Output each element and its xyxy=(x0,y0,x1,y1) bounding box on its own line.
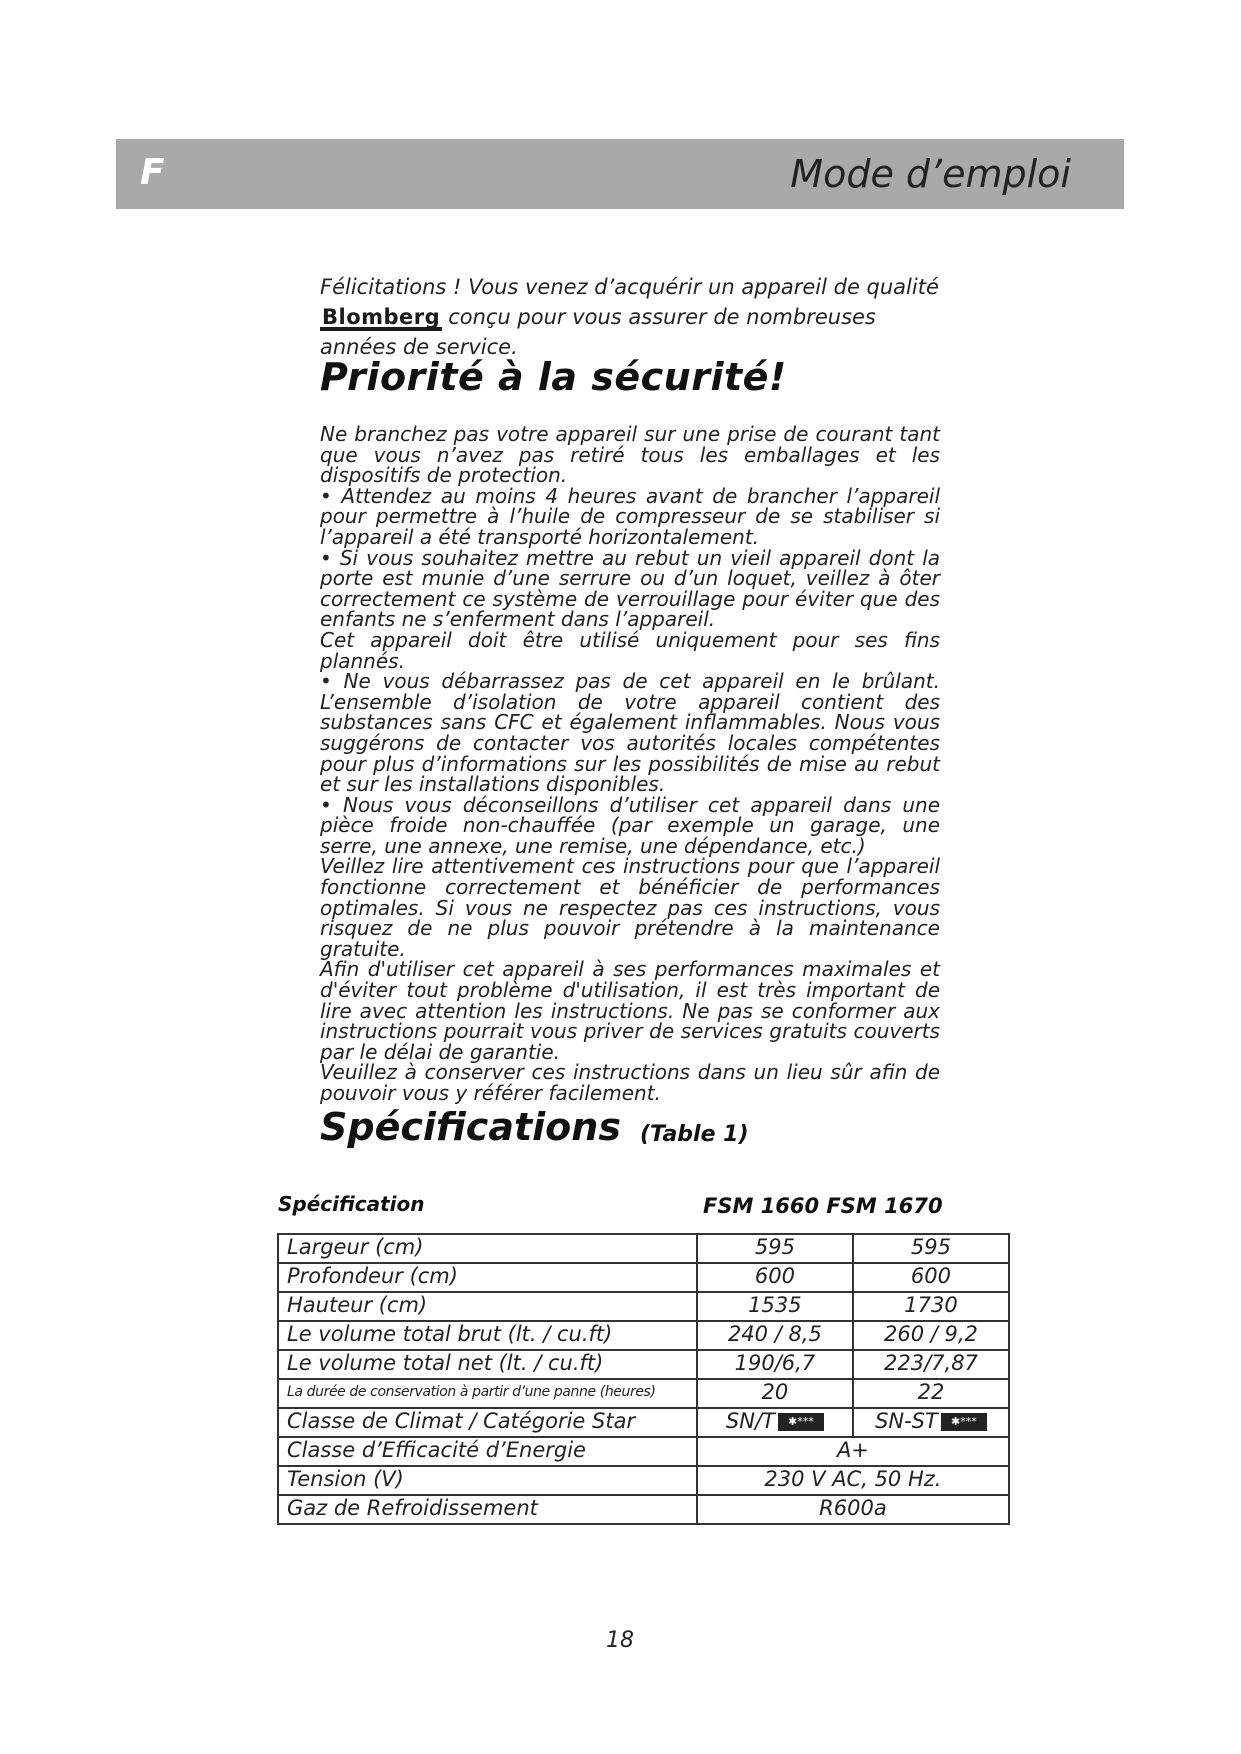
table-row xyxy=(278,1379,1009,1408)
safety-paragraph: Veillez lire attentivement ces instructions pour que l’appareil fonctionne correctement et bénéficier de performances optimales. Si vous ne respectez pas ces instructions, vous risquez de ne plus pouvoir prétendre à la maintenance gratuite. xyxy=(320,854,940,961)
safety-heading: Priorité à la sécurité! xyxy=(320,355,787,399)
value-both-models: 230 V AC, 50 Hz. xyxy=(697,1466,1009,1495)
value-both-models: A+ xyxy=(697,1437,1009,1466)
value-fsm1660: 595 xyxy=(697,1234,853,1263)
safety-paragraph: • Nous vous déconseillons d’utiliser cet appareil dans une pièce froide non-chauffée (par exemple un garage, une serre, une annexe, une remise, une dépendance, etc.) xyxy=(320,792,940,858)
table-row xyxy=(278,1321,1009,1350)
table-row xyxy=(278,1437,1009,1466)
row-label: Largeur (cm) xyxy=(278,1234,697,1263)
section-letter: F xyxy=(140,152,165,193)
table-row xyxy=(278,1350,1009,1379)
value-fsm1660: 20 xyxy=(697,1379,853,1408)
value-fsm1670: SN-ST ✱*** xyxy=(853,1408,1009,1437)
value-fsm1660: 1535 xyxy=(697,1292,853,1321)
table-reference: (Table 1) xyxy=(640,1122,749,1147)
table-row xyxy=(278,1495,1009,1524)
table-row xyxy=(278,1292,1009,1321)
row-label: Gaz de Refroidissement xyxy=(278,1495,697,1524)
safety-paragraph: • Si vous souhaitez mettre au rebut un vieil appareil dont la porte est munie d’une serrure ou d’un loquet, veillez à ôter correctement ce système de verrouillage pour éviter que des enfants ne s’enferment dans l’appareil. xyxy=(320,545,940,632)
safety-paragraph: • Attendez au moins 4 heures avant de brancher l’appareil pour permettre à l’huile de compresseur de se stabiliser si l’appareil a été transporté horizontalement. xyxy=(320,483,940,549)
row-label: Classe d’Efficacité d’Energie xyxy=(278,1437,697,1466)
safety-paragraph: Afin d'utiliser cet appareil à ses performances maximales et d'éviter tout problème d'utilisation, il est très important de lire avec attention les instructions. Ne pas se conformer aux instructions pourrait vous priver de services gratuits couverts par le délai de garantie. xyxy=(320,957,940,1064)
specifications-table xyxy=(277,1233,1010,1525)
safety-paragraph: Veuillez à conserver ces instructions dans un lieu sûr afin de pouvoir vous y référer facilement. xyxy=(320,1060,940,1105)
specifications-heading: Spécifications xyxy=(320,1105,621,1149)
value-fsm1660: 190/6,7 xyxy=(697,1350,853,1379)
row-label: Le volume total brut (lt. / cu.ft) xyxy=(278,1321,697,1350)
value-fsm1670: 223/7,87 xyxy=(853,1350,1009,1379)
value-fsm1670: 260 / 9,2 xyxy=(853,1321,1009,1350)
intro-line-2: Blomberg conçu pour vous assurer de nombreuses xyxy=(322,305,876,329)
row-label: Tension (V) xyxy=(278,1466,697,1495)
value-fsm1660: 240 / 8,5 xyxy=(697,1321,853,1350)
row-label: Hauteur (cm) xyxy=(278,1292,697,1321)
value-both-models: R600a xyxy=(697,1495,1009,1524)
intro-line-3: années de service. xyxy=(320,335,518,359)
freezer-star-icon: ✱*** xyxy=(778,1413,824,1431)
table-row xyxy=(278,1408,1009,1437)
safety-paragraph: Cet appareil doit être utilisé uniquement pour ses fins plannés. xyxy=(320,627,940,673)
intro-line-1: Félicitations ! Vous venez d’acquérir un appareil de qualité xyxy=(320,275,939,299)
safety-paragraph: • Ne vous débarrassez pas de cet appareil en le brûlant. L’ensemble d’isolation de votre appareil contient des substances sans CFC et également inflammables. Nous vous suggérons de contacter vos autorités locales compétentes pour plus d’informations sur les possibilités de mise au rebut et sur les installations disponibles. xyxy=(320,669,940,797)
safety-paragraph: Ne branchez pas votre appareil sur une prise de courant tant que vous n’avez pas retiré tous les emballages et les dispositifs de protection. xyxy=(320,422,940,488)
page-number: 18 xyxy=(606,1628,634,1653)
row-label: La durée de conservation à partir d’une panne (heures) xyxy=(278,1379,697,1408)
row-label: Classe de Climat / Catégorie Star xyxy=(278,1408,697,1437)
brand-logo: Blomberg xyxy=(322,305,441,329)
model-column-labels: FSM 1660 FSM 1670 xyxy=(703,1194,943,1218)
spec-column-label: Spécification xyxy=(278,1192,425,1216)
intro-paragraph xyxy=(320,272,960,362)
table-row xyxy=(278,1263,1009,1292)
table-row xyxy=(278,1466,1009,1495)
value-fsm1660: SN/T ✱*** xyxy=(697,1408,853,1437)
value-fsm1660: 600 xyxy=(697,1263,853,1292)
value-fsm1670: 22 xyxy=(853,1379,1009,1408)
page-title: Mode d’emploi xyxy=(790,152,1071,196)
value-fsm1670: 600 xyxy=(853,1263,1009,1292)
row-label: Le volume total net (lt. / cu.ft) xyxy=(278,1350,697,1379)
table-row xyxy=(278,1234,1009,1263)
value-fsm1670: 595 xyxy=(853,1234,1009,1263)
row-label: Profondeur (cm) xyxy=(278,1263,697,1292)
freezer-star-icon: ✱*** xyxy=(941,1413,987,1431)
value-fsm1670: 1730 xyxy=(853,1292,1009,1321)
safety-text xyxy=(320,424,940,1104)
